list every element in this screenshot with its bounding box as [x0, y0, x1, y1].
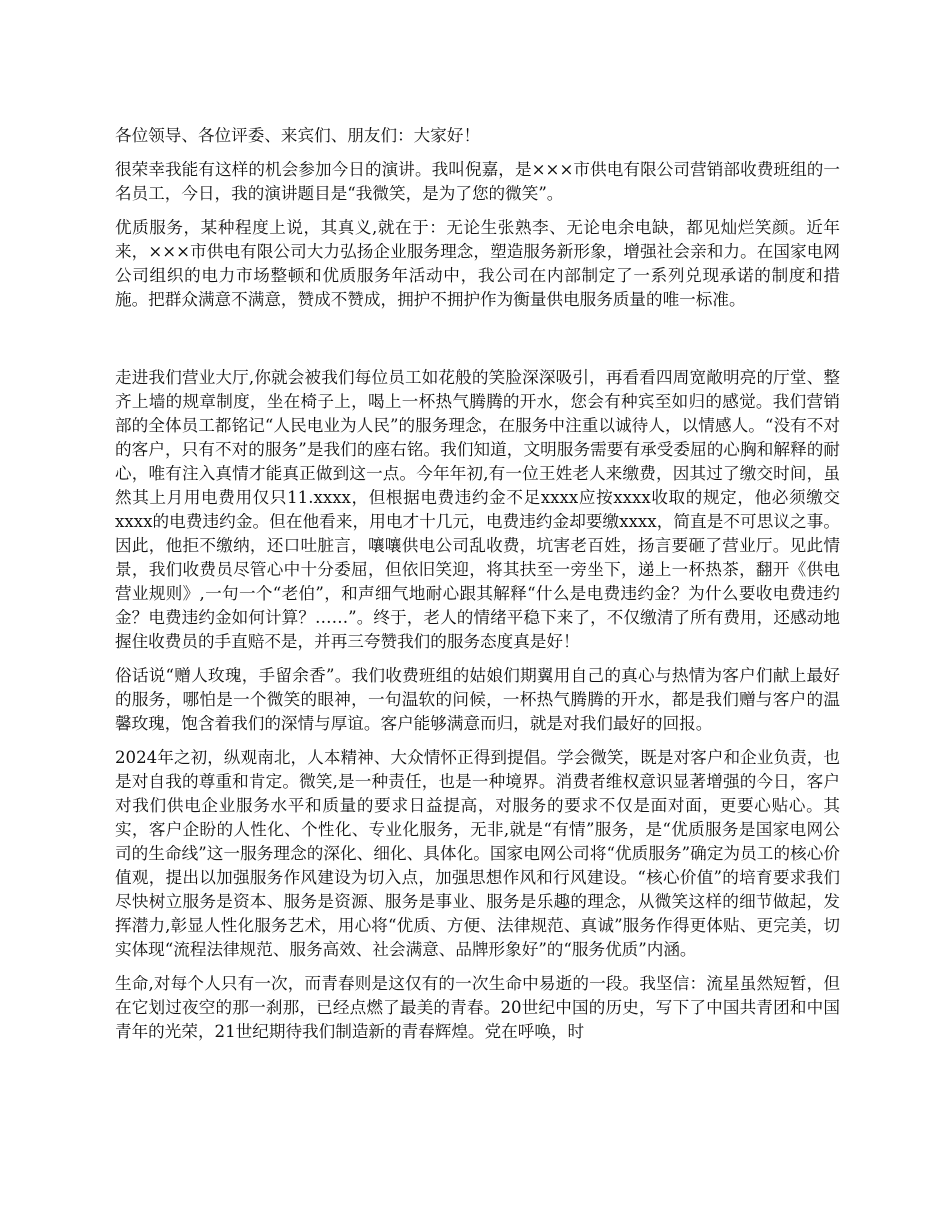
paragraph-2024: 2024年之初，纵观南北，人本精神、大众情怀正得到提倡。学会微笑，既是对客户和企业负责，也是对自我的尊重和肯定。微笑,是一种责任，也是一种境界。消费者维权意识显著增强的今日，客户对我们供电企业服务水平和质量的要求日益提高，对服务的要求不仅是面对面，更要心贴心。其实，客户企盼的人性化、个性化、专业化服务，无非,就是“有情”服务，是“优质服务是国家电网公司的生命线”这一服务理念的深化、细化、具体化。国家电网公司将“优质服务”确定为员工的核心价值观，提出以加强服务作风建设为切入点，加强思想作风和行风建设。“核心价值”的培育要求我们尽快树立服务是资本、服务是资源、服务是事业、服务是乐趣的理念，从微笑这样的细节做起，发挥潜力,彰显人性化服务艺术，用心将“优质、方便、法律规范、真诚”服务作得更体贴、更完美，切实体现“流程法律规范、服务高效、社会满意、品牌形象好”的“服务优质”内涵。 [115, 748, 840, 959]
paragraph-intro: 很荣幸我能有这样的机会参加今日的演讲。我叫倪嘉，是×××市供电有限公司营销部收费班组的一名员工，今日，我的演讲题目是“我微笑，是为了您的微笑”。 [115, 160, 840, 203]
document-body [115, 124, 840, 1054]
section-gap [115, 322, 840, 366]
paragraph-quality-service: 优质服务，某种程度上说，其真义,就在于：无论生张熟李、无论电余电缺，都见灿烂笑颜。近年来，×××市供电有限公司大力弘扬企业服务理念，塑造服务新形象，增强社会亲和力。在国家电网公司组织的电力市场整顿和优质服务年活动中，我公司在内部制定了一系列兑现承诺的制度和措施。把群众满意不满意，赞成不赞成，拥护不拥护作为衡量供电服务质量的唯一标准。 [115, 218, 840, 309]
paragraph-roses: 俗话说“赠人玫瑰，手留余香”。我们收费班组的姑娘们期翼用自己的真心与热情为客户们献上最好的服务，哪怕是一个微笑的眼神，一句温软的问候，一杯热气腾腾的开水，都是我们赠与客户的温馨玫瑰，饱含着我们的深情与厚谊。客户能够满意而归，就是对我们最好的回报。 [115, 666, 840, 733]
paragraph-youth: 生命,对每个人只有一次，而青春则是这仅有的一次生命中易逝的一段。我坚信：流星虽然短暂，但在它划过夜空的那一刹那，已经点燃了最美的青春。20世纪中国的历史，写下了中国共青团和中国青年的光荣，21世纪期待我们制造新的青春辉煌。党在呼唤，时 [115, 974, 840, 1041]
greeting-line: 各位领导、各位评委、来宾们、朋友们：大家好！ [115, 126, 481, 145]
paragraph-service-hall: 走进我们营业大厅,你就会被我们每位员工如花般的笑脸深深吸引，再看看四周宽敞明亮的厅堂、整齐上墙的规章制度，坐在椅子上，喝上一杯热气腾腾的开水，您会有种宾至如归的感觉。我们营销部的全体员工都铭记“人民电业为人民”的服务理念，在服务中注重以诚待人，以情感人。“没有不对的客户，只有不对的服务”是我们的座右铭。我们知道，文明服务需要有承受委屈的心胸和解释的耐心，唯有注入真情才能真正做到这一点。今年年初,有一位王姓老人来缴费，因其过了缴交时间，虽然其上月用电费用仅只11.xxxx，但根据电费违约金不足xxxx应按xxxx收取的规定，他必须缴交xxxx的电费违约金。但在他看来，用电才十几元，电费违约金却要缴xxxx，简直是不可思议之事。因此，他拒不缴纳，还口吐脏言，嚷嚷供电公司乱收费，坑害老百姓，扬言要砸了营业厅。见此情景，我们收费员尽管心中十分委屈，但依旧笑迎，将其扶至一旁坐下，递上一杯热茶，翻开《供电营业规则》,一句一个“老伯”，和声细气地耐心跟其解释“什么是电费违约金？为什么要收电费违约金？电费违约金如何计算？……”。终于，老人的情绪平稳下来了，不仅缴清了所有费用，还感动地握住收费员的手直赔不是，并再三夸赞我们的服务态度真是好！ [115, 368, 840, 651]
